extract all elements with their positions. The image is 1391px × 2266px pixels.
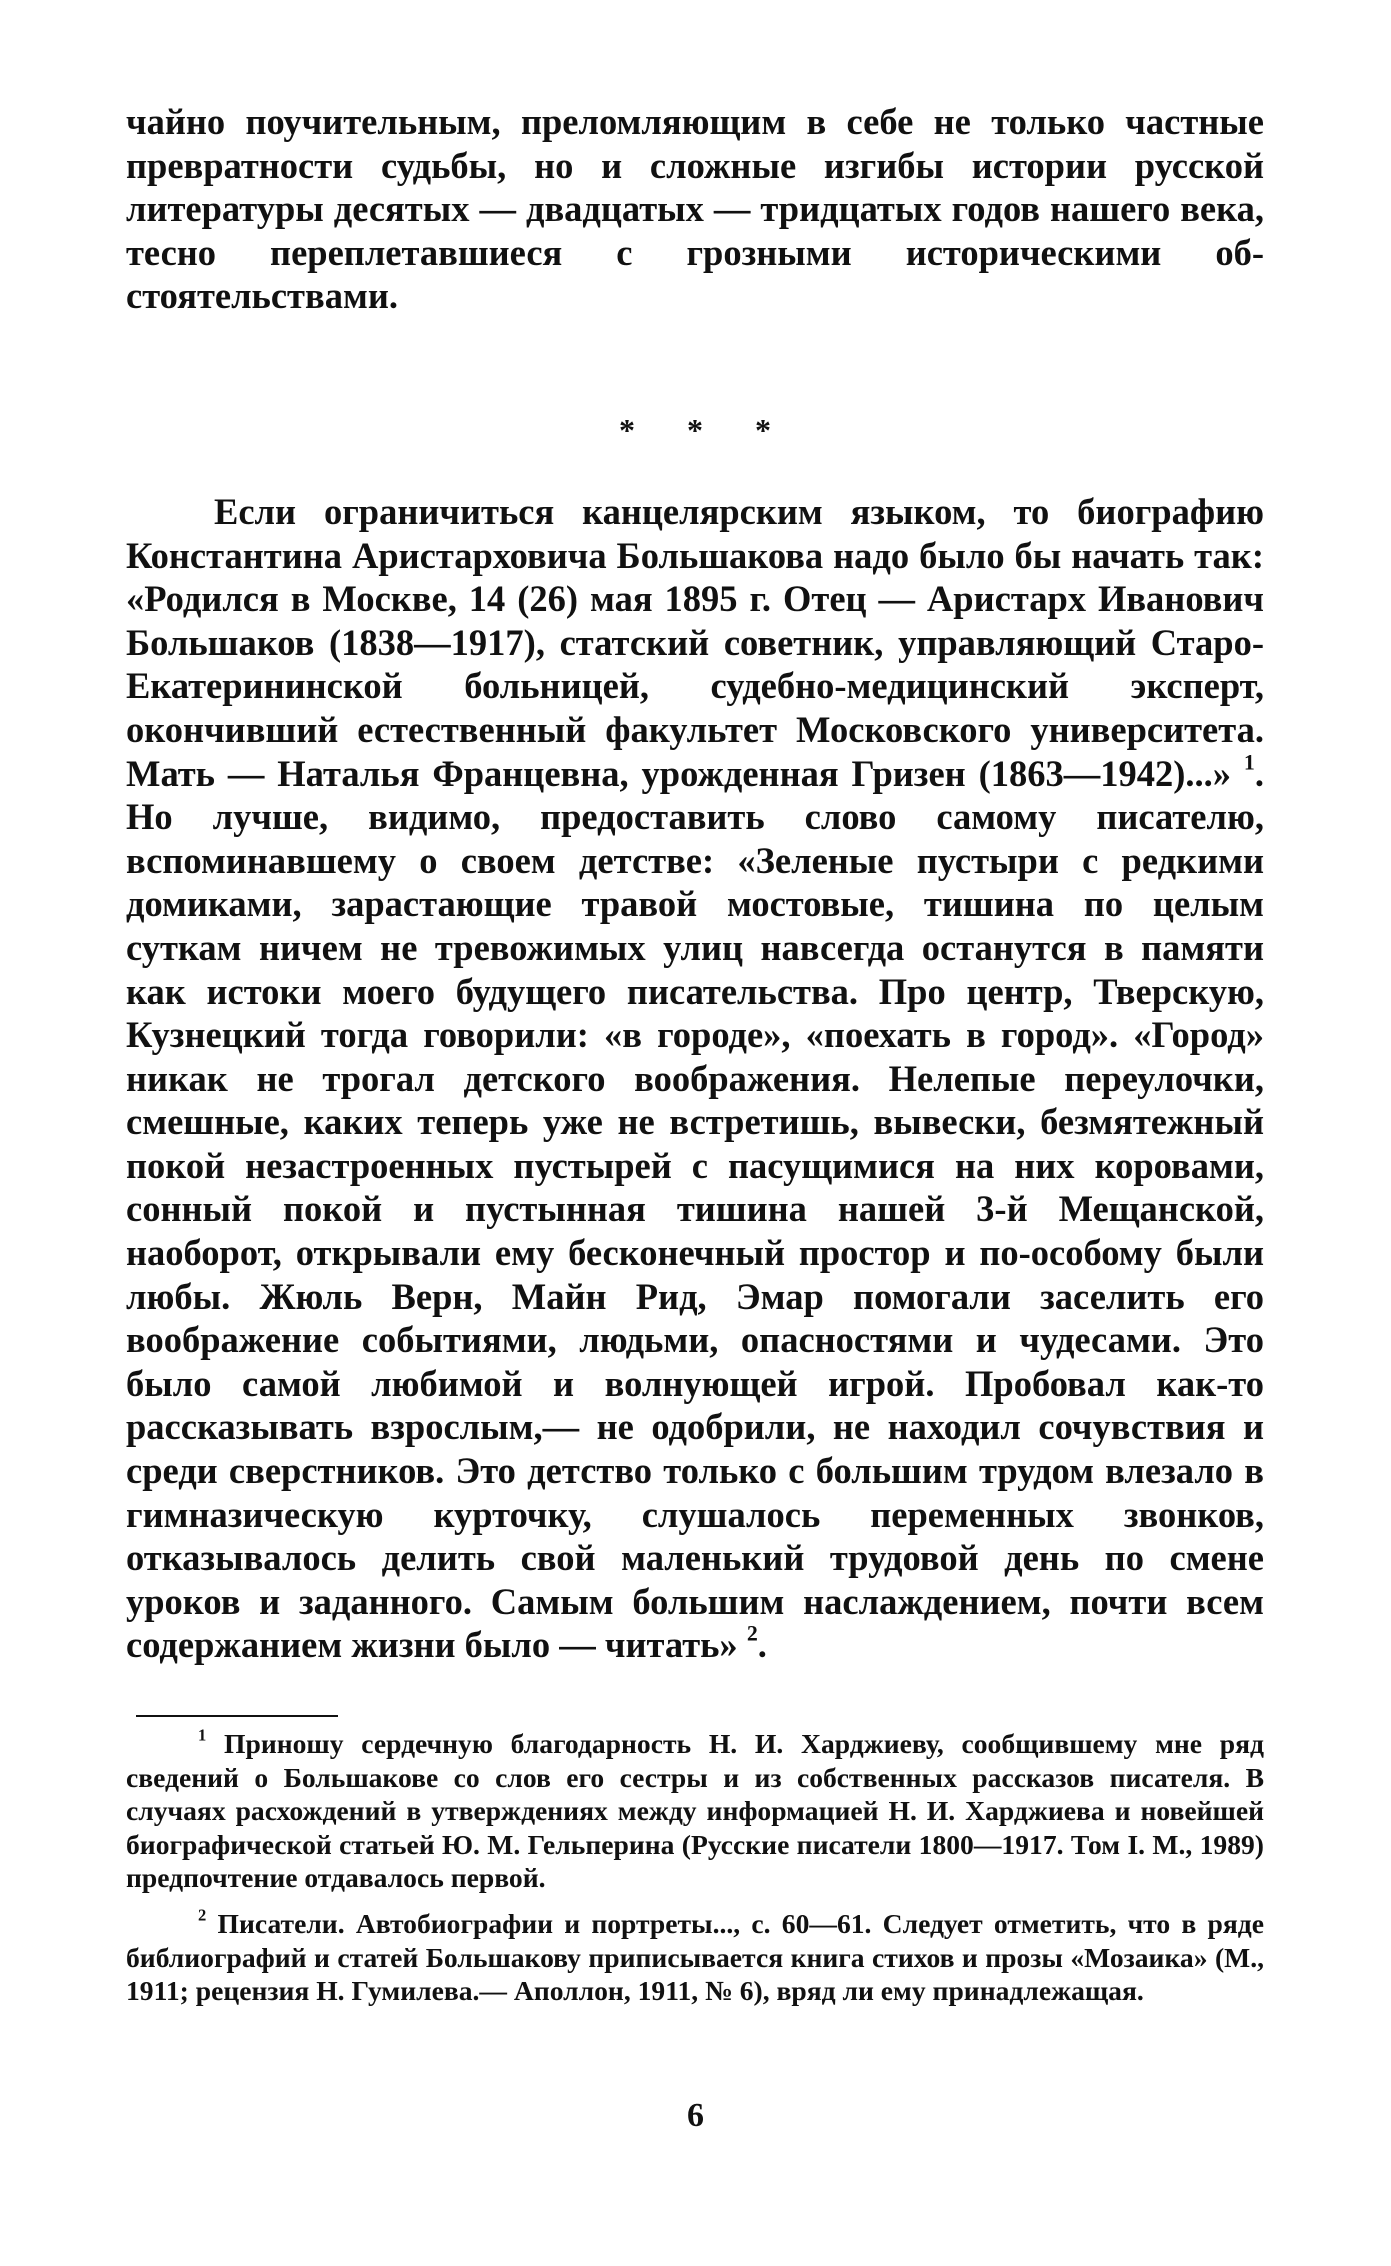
page-number: 6	[687, 2097, 704, 2134]
footnote-divider	[136, 1715, 338, 1717]
section-separator: * * *	[619, 411, 793, 448]
footnote-number: 2	[198, 1905, 207, 1925]
footnote-ref-1[interactable]: 1	[1243, 749, 1255, 775]
paragraph-text: .	[757, 1624, 767, 1666]
paragraph-text: Если ограничиться канцелярским языком, то биографию Константина Аристарховича Большакова надо было бы начать так: «Родился в Москве, 14 (26) мая 1895 г. Отец — Аристарх Иванович Большаков (1838—1917), статский советник, управляющий Старо-Екатерининской больницей, судебно-медицинский эксперт, окончивший естественный факультет Московского университета. Мать — Наталья Францевна, урожденная Гризен (1863—1942)...»	[126, 490, 1264, 794]
footnote-number: 1	[198, 1725, 207, 1745]
footnote-text: Приношу сердечную благодарность Н. И. Харджиеву, сообщившему мне ряд сведений о Большакове со слов его сестры и из собственных рассказов писателя. В случаях расхождений в утверждениях между информацией Н. И. Харджиева и новейшей биографической статьей Ю. М. Гельперина (Русские писатели 1800—1917. Том I. М., 1989) предпочтение отдавалось первой.	[126, 1728, 1265, 1894]
footnote-ref-2[interactable]: 2	[746, 1620, 758, 1646]
paragraph-biography	[126, 490, 1264, 1667]
footnote-text: Писатели. Автобиографии и портреты..., с. 60—61. Следует отметить, что в ряде библиографий и статей Большакову приписывается книга стихов и прозы «Мозаика» (М., 1911; рецензия Н. Гумилева.— Аполлон, 1911, № 6), вряд ли ему принадлежащая.	[126, 1907, 1264, 2007]
footnotes	[126, 1727, 1264, 2008]
paragraph-continuation: чайно поучительным, преломляющим в себе не только частные превратности судьбы, но и сложные изгибы истории русской литературы десятых — двадцатых — тридцатых годов нашего века, тесно переплетавшиеся с грозными историческими обстоятельствами.	[126, 101, 1264, 317]
footnote-1	[126, 1727, 1264, 1895]
main-text	[126, 100, 1264, 1667]
book-page	[126, 100, 1264, 2008]
paragraph-text: . Но лучше, видимо, предоставить слово самому писателю, вспоминавшему о своем детстве: «Зеленые пустыри с редкими домиками, зарастающие травой мостовые, тишина по целым суткам ничем не тревожимых улиц навсегда останутся в памяти как истоки моего будущего писательства. Про центр, Тверскую, Кузнецкий тогда говорили: «в городе», «поехать в город». «Город» никак не трогал детского воображения. Нелепые переулочки, смешные, каких теперь уже не встретишь, вывески, безмятежный покой незастроенных пустырей с пасущимися на них коровами, сонный покой и пустынная тишина нашей 3-й Мещанской, наоборот, открывали ему бесконечный простор и по-особому были любы. Жюль Верн, Майн Рид, Эмар помогали заселить его воображение событиями, людьми, опасностями и чудесами. Это было самой любимой и волнующей игрой. Пробовал как-то рассказывать взрослым,— не одобрили, не находил сочувствия и среди сверстников. Это детство только с большим трудом влезало в гимназическую курточку, слушалось переменных звонков, отказывалось делить свой маленький трудовой день по смене уроков и заданного. Самым большим наслаждением, почти всем содержанием жизни было — читать»	[126, 752, 1264, 1666]
footnote-2	[126, 1907, 1264, 2008]
